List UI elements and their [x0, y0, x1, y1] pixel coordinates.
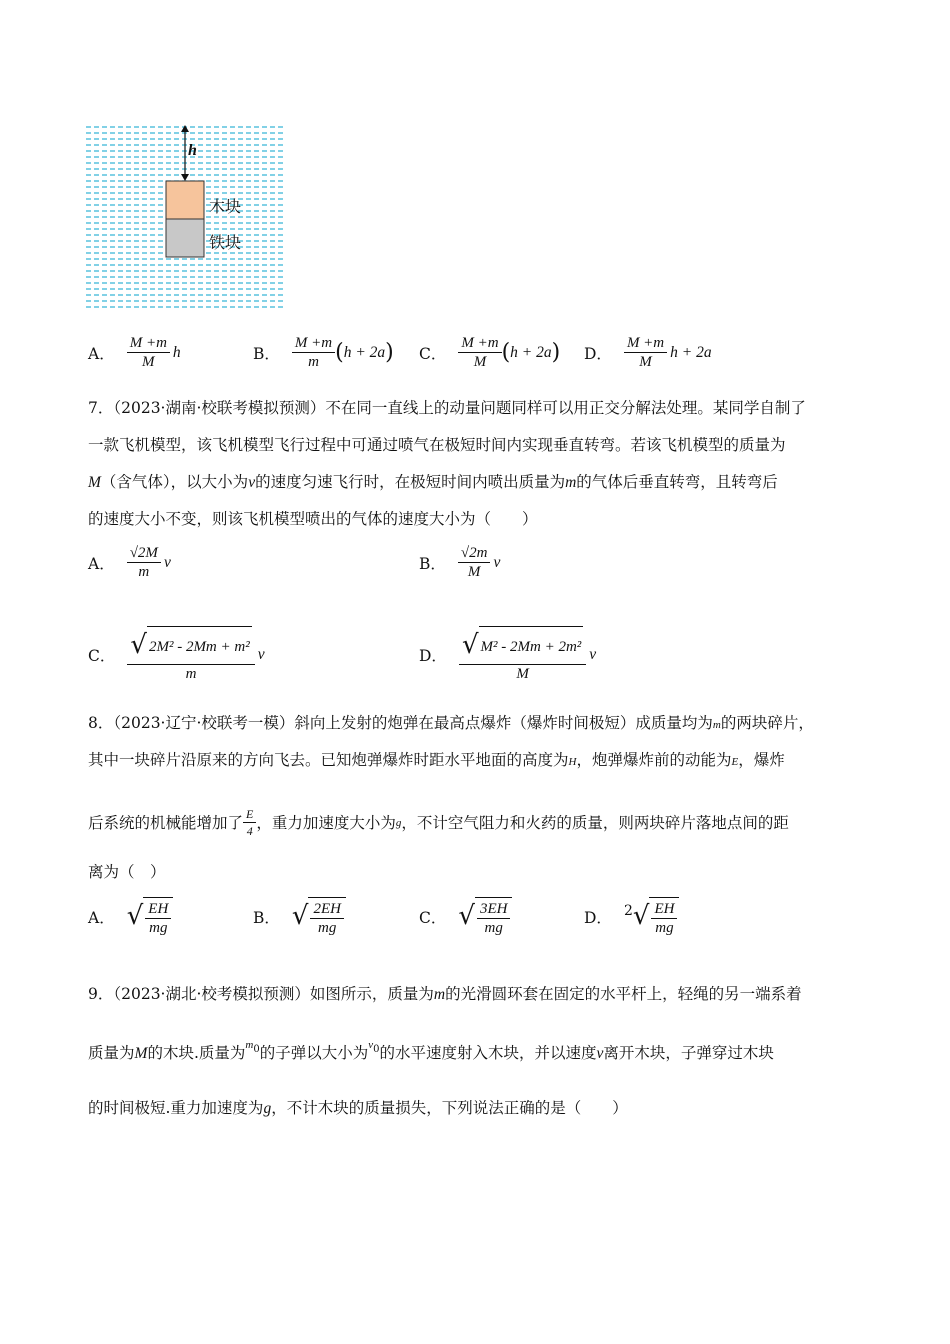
h-label: h [188, 142, 197, 159]
q6-option-b[interactable]: B． $\frac{M +m}{m}$ ( h + 2a ) [253, 335, 394, 370]
q8-line-2: 其中一块碎片沿原来的方向飞去。已知炮弹爆炸时距水平地面的高度为H，炮弹爆炸前的动能为E，爆炸 [88, 751, 785, 769]
q7-line-4: 的速度大小不变，则该飞机模型喷出的气体的速度大小为（ ） [88, 510, 538, 528]
q8-line-3: 后系统的机械能增加了 $\frac{E}{4}$ ，重力加速度大小为 g ，不计空气阻力和火药的质量，则两块碎片落地点间的距 [88, 807, 789, 838]
buoyancy-figure [86, 124, 284, 310]
q7-line-2: 一款飞机模型，该飞机模型飞行过程中可通过喷气在极短时间内实现垂直转弯。若该飞机模型的质量为 [88, 436, 786, 454]
q7-line-3: M（含气体），以大小为v的速度匀速飞行时，在极短时间内喷出质量为m的气体后垂直转弯，且转弯后 [88, 473, 778, 491]
q6-option-d[interactable]: D． $\frac{M +m}{M}$ h + 2a [584, 335, 712, 370]
wood-block [166, 181, 204, 219]
q8-option-b[interactable]: B． √ $\frac{2EH}{mg}$ [253, 897, 346, 937]
q6-option-a[interactable]: A． $\frac{M +m}{M}$ h [88, 335, 181, 370]
q8-line-1: 8．（2023·辽宁·校联考一模）斜向上发射的炮弹在最高点爆炸（爆炸时间极短）成质量均为m的两块碎片， [88, 714, 814, 732]
q9-line-2: 质量为M的木块.质量为$m_0$的子弹以大小为$v_0$的水平速度射入木块，并以速度v离开木块，子弹穿过木块 [88, 1039, 774, 1062]
q7-option-b[interactable]: B． $\frac{√2m}{M}$ v [419, 545, 501, 580]
q7-option-a[interactable]: A． $\frac{√2M}{m}$ v [88, 545, 171, 580]
q9-line-3: 的时间极短.重力加速度为g，不计木块的质量损失，下列说法正确的是（ ） [88, 1099, 628, 1117]
q8-option-a[interactable]: A． √ $\frac{EH}{mg}$ [88, 897, 173, 937]
q7-line-1: 7．（2023·湖南·校联考模拟预测）不在同一直线上的动量问题同样可以用正交分解法处理。某同学自制了 [88, 399, 806, 417]
q9-line-1: 9．（2023·湖北·校考模拟预测）如图所示，质量为m的光滑圆环套在固定的水平杆上，轻绳的另一端系着 [88, 985, 802, 1003]
q6-option-c[interactable]: C． $\frac{M +m}{M}$ ( h + 2a ) [419, 335, 561, 370]
q8-option-c[interactable]: C． √ $\frac{3EH}{mg}$ [419, 897, 512, 937]
iron-block [166, 219, 204, 257]
q8-option-d[interactable]: D． 2 √ $\frac{EH}{mg}$ [584, 897, 679, 937]
q7-option-d[interactable]: D． √ M² - 2Mm + 2m² M v [419, 626, 596, 683]
wood-label: 木块 [209, 197, 242, 216]
q7-option-c[interactable]: C． √ 2M² - 2Mm + m² m v [88, 626, 265, 683]
q8-line-4: 离为（ ） [88, 863, 166, 881]
iron-label: 铁块 [209, 233, 242, 252]
